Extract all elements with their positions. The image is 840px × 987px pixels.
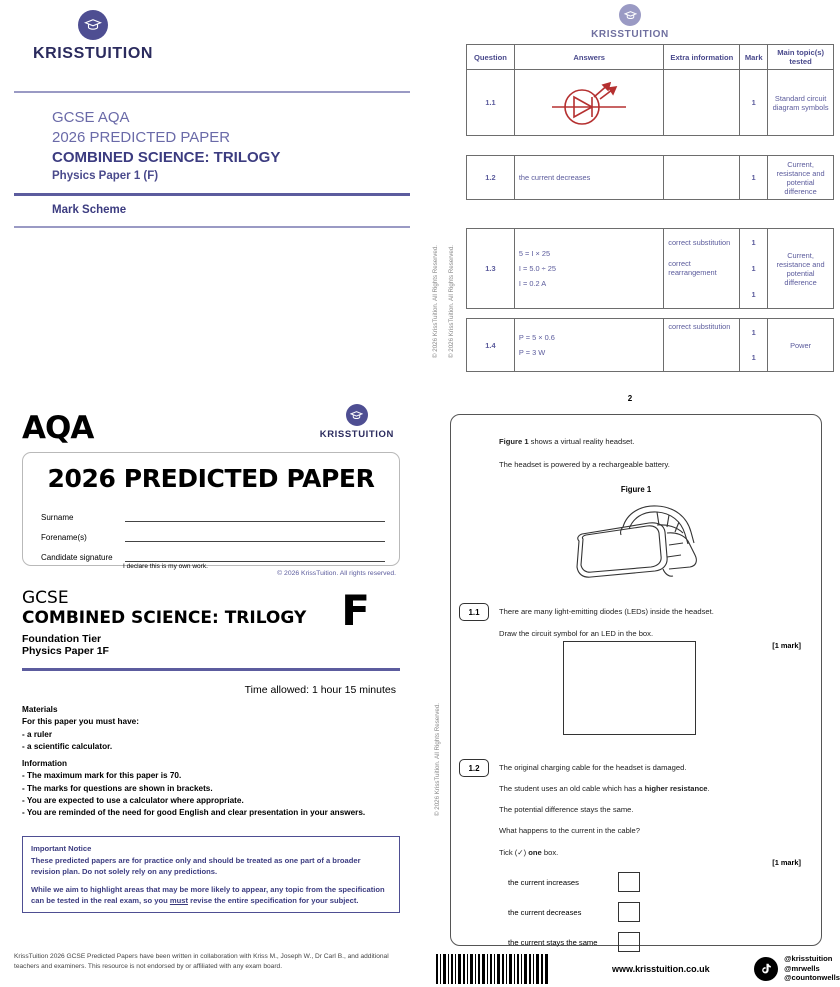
table-row bbox=[467, 156, 834, 200]
q1-2-line2-a: The student uses an old cable which has a bbox=[499, 784, 645, 793]
important-notice-box bbox=[22, 836, 400, 913]
cell-topic: Power bbox=[768, 319, 834, 372]
q1-1-mark-tag: [1 mark] bbox=[772, 641, 801, 650]
qualification-block bbox=[22, 588, 306, 657]
cell-extra bbox=[664, 70, 740, 136]
cell-mark bbox=[740, 229, 768, 309]
cell-mark bbox=[740, 319, 768, 372]
mark-line: 1 bbox=[751, 264, 756, 273]
q1-2-line-3: The potential difference stays the same. bbox=[499, 805, 634, 814]
tick-checkbox-current-stays-same[interactable] bbox=[618, 932, 640, 952]
tick-a: Tick (✓) bbox=[499, 848, 529, 857]
answer-line: P = 3 W bbox=[518, 348, 546, 357]
brand-wordmark: KRISSTUITION bbox=[591, 29, 669, 40]
cell-extra: correct substitution bbox=[664, 319, 740, 372]
tick-option-label: the current stays the same bbox=[508, 937, 598, 947]
ms-line-2: 2026 PREDICTED PAPER bbox=[52, 128, 231, 146]
information-heading: Information bbox=[22, 759, 68, 768]
materials-line: For this paper you must have: bbox=[22, 717, 139, 727]
information-line: - You are expected to use a calculator where appropriate. bbox=[22, 795, 244, 805]
notice-must-emphasis: must bbox=[169, 896, 189, 905]
mark-line: 1 bbox=[751, 328, 756, 337]
ms-line-4: Physics Paper 1 (F) bbox=[52, 170, 159, 183]
notice-paragraph-2 bbox=[31, 884, 391, 906]
declaration-text: I declare this is my own work. bbox=[123, 563, 208, 570]
copyright-rotated-inner: © 2026 KrissTuition. All Rights Reserved. bbox=[448, 244, 455, 358]
information-section bbox=[22, 758, 365, 819]
social-block bbox=[754, 954, 840, 983]
q1-2-line2-b: . bbox=[707, 784, 710, 793]
tick-checkbox-current-increases[interactable] bbox=[618, 872, 640, 892]
copyright-rotated-left: © 2026 KrissTuition. All Rights Reserved. bbox=[434, 702, 441, 816]
brand-wordmark: KRISSTUITION bbox=[32, 45, 154, 62]
handle-countonwells: @countonwells bbox=[784, 973, 840, 983]
forenames-label: Forename(s) bbox=[41, 533, 87, 542]
paper-label: Physics Paper 1F bbox=[22, 645, 109, 657]
aqa-front-cover-page bbox=[0, 396, 420, 987]
mark-scheme-table-page bbox=[420, 0, 840, 385]
question-card bbox=[450, 414, 822, 946]
notice-p2-a: While we aim to highlight areas that may be more likely to appear, any topic from the specification can be tested in the real exam, so you bbox=[31, 885, 385, 905]
materials-line: - a scientific calculator. bbox=[22, 741, 113, 751]
mark-scheme-table-block-1 bbox=[466, 44, 834, 136]
intro-line-1 bbox=[499, 437, 635, 446]
cover-copyright: © 2026 KrissTuition. All rights reserved. bbox=[277, 570, 396, 577]
cell-mark: 1 bbox=[740, 156, 768, 200]
question-number-1-2: 1.2 bbox=[459, 759, 489, 777]
surname-label: Surname bbox=[41, 513, 74, 522]
tick-option-row-2[interactable] bbox=[508, 902, 640, 922]
cell-mark: 1 bbox=[740, 70, 768, 136]
cell-question: 1.1 bbox=[467, 70, 515, 136]
answer-line: I = 0.2 A bbox=[518, 279, 547, 288]
mark-scheme-cover-page bbox=[0, 0, 420, 385]
information-line: - The marks for questions are shown in brackets. bbox=[22, 783, 213, 793]
brand-logo-block bbox=[320, 404, 394, 440]
q1-2-line-1: The original charging cable for the headset is damaged. bbox=[499, 763, 687, 772]
notice-paragraph-1: These predicted papers are for practice only and should be treated as one part of a broader revision plan. Do not solely rely on any predictions. bbox=[31, 856, 361, 876]
time-allowed-text: Time allowed: 1 hour 15 minutes bbox=[244, 684, 396, 696]
cell-answer bbox=[514, 229, 663, 309]
brand-logo-block bbox=[18, 0, 168, 63]
social-handles bbox=[784, 954, 840, 983]
answer-line: 5 = I × 25 bbox=[518, 249, 551, 258]
intro-line-2: The headset is powered by a rechargeable battery. bbox=[499, 460, 670, 469]
cell-question: 1.4 bbox=[467, 319, 515, 372]
mark-line: 1 bbox=[751, 290, 756, 299]
col-header-answers: Answers bbox=[514, 45, 664, 70]
predicted-paper-title: 2026 PREDICTED PAPER bbox=[47, 464, 375, 493]
qualification-label: GCSE bbox=[22, 588, 69, 608]
tick-option-label: the current decreases bbox=[508, 907, 582, 917]
col-header-question: Question bbox=[467, 45, 515, 70]
information-line: - The maximum mark for this paper is 70. bbox=[22, 771, 182, 781]
signature-field-row[interactable] bbox=[41, 551, 385, 562]
mark-scheme-subtitle: Mark Scheme bbox=[52, 204, 127, 216]
cell-answer: the current decreases bbox=[514, 156, 664, 200]
surname-input[interactable] bbox=[125, 511, 385, 522]
candidate-details-box bbox=[22, 452, 400, 570]
subject-label: COMBINED SCIENCE: TRILOGY bbox=[22, 608, 307, 628]
cell-question: 1.2 bbox=[467, 156, 515, 200]
extra-line: correct substitution bbox=[668, 238, 731, 247]
forenames-input[interactable] bbox=[125, 531, 385, 542]
cell-extra bbox=[664, 156, 740, 200]
handle-krisstuition: @krisstuition bbox=[784, 953, 833, 963]
ms-line-1: GCSE AQA bbox=[52, 109, 130, 126]
website-url[interactable]: www.krisstuition.co.uk bbox=[612, 963, 710, 974]
col-header-mark: Mark bbox=[740, 45, 768, 70]
surname-field-row[interactable] bbox=[41, 511, 385, 522]
divider-bottom bbox=[14, 226, 410, 228]
tier-label: Foundation Tier bbox=[22, 633, 102, 645]
notice-heading: Important Notice bbox=[31, 844, 92, 853]
notice-p2-b: revise the entire specification for your subject. bbox=[188, 896, 359, 905]
mark-line: 1 bbox=[751, 238, 756, 247]
handle-mrwells: @mrwells bbox=[784, 963, 820, 973]
cell-question: 1.3 bbox=[467, 229, 515, 309]
mark-line: 1 bbox=[751, 353, 756, 362]
brand-logo-block-small bbox=[420, 0, 840, 40]
mark-scheme-table-block-2 bbox=[466, 155, 834, 200]
tick-b: box. bbox=[541, 848, 559, 857]
mark-scheme-table-block-3 bbox=[466, 228, 834, 309]
col-header-topic: Main topic(s) tested bbox=[768, 45, 834, 70]
extra-line: correct rearrangement bbox=[668, 259, 717, 277]
signature-label: Candidate signature bbox=[41, 553, 113, 562]
col-header-extra: Extra information bbox=[664, 45, 740, 70]
intro-rest: shows a virtual reality headset. bbox=[528, 437, 635, 446]
cell-extra bbox=[664, 229, 740, 309]
tiktok-icon[interactable] bbox=[754, 957, 778, 981]
aqa-logo: AQA bbox=[22, 410, 94, 446]
table-row bbox=[467, 319, 834, 372]
brand-wordmark: KRISSTUITION bbox=[319, 429, 394, 440]
tick-option-label: the current increases bbox=[508, 877, 579, 887]
vr-headset-illustration-icon bbox=[563, 499, 713, 585]
figure-ref-bold: Figure 1 bbox=[499, 437, 529, 446]
materials-line: - a ruler bbox=[22, 729, 53, 739]
table-row bbox=[467, 229, 834, 309]
cover-divider bbox=[22, 668, 400, 671]
tick-bold: one bbox=[528, 848, 542, 857]
question-page bbox=[420, 396, 840, 987]
ms-line-3: COMBINED SCIENCE: TRILOGY bbox=[52, 148, 281, 166]
mark-scheme-table-block-4 bbox=[466, 318, 834, 372]
q1-2-line2-bold: higher resistance bbox=[644, 784, 708, 793]
cell-topic: Standard circuit diagram symbols bbox=[768, 70, 834, 136]
tick-option-row-3[interactable] bbox=[508, 932, 640, 952]
tick-checkbox-current-decreases[interactable] bbox=[618, 902, 640, 922]
materials-heading: Materials bbox=[22, 705, 58, 714]
information-line: - You are reminded of the need for good English and clear presentation in your answers. bbox=[22, 808, 366, 818]
answer-line: I = 5.0 ÷ 25 bbox=[518, 264, 556, 273]
divider-middle bbox=[14, 193, 410, 196]
tick-option-row-1[interactable] bbox=[508, 872, 640, 892]
cell-answer-diagram bbox=[514, 70, 664, 136]
cell-topic: Current, resistance and potential difference bbox=[768, 156, 834, 200]
page-number: 2 bbox=[627, 394, 633, 403]
q1-1-line-2: Draw the circuit symbol for an LED in the box. bbox=[499, 629, 654, 638]
tier-letter-badge: F bbox=[341, 586, 370, 635]
divider-top bbox=[14, 91, 410, 93]
q1-2-line-4: What happens to the current in the cable? bbox=[499, 826, 640, 835]
q1-2-tick-instruction bbox=[499, 848, 558, 857]
figure-caption: Figure 1 bbox=[620, 485, 652, 494]
mark-scheme-title-block bbox=[52, 108, 280, 185]
forenames-field-row[interactable] bbox=[41, 531, 385, 542]
q1-2-mark-tag: [1 mark] bbox=[772, 858, 801, 867]
graduation-cap-icon bbox=[346, 404, 368, 426]
page-footer bbox=[436, 950, 840, 987]
table-row bbox=[467, 70, 834, 136]
cell-answer bbox=[514, 319, 663, 372]
graduation-cap-icon bbox=[619, 4, 641, 26]
barcode-icon bbox=[436, 954, 548, 984]
materials-section bbox=[22, 704, 139, 753]
q1-1-line-1: There are many light-emitting diodes (LEDs) inside the headset. bbox=[499, 607, 714, 616]
led-answer-draw-box[interactable] bbox=[563, 641, 696, 735]
answer-line: P = 5 × 0.6 bbox=[518, 333, 555, 342]
question-number-1-1: 1.1 bbox=[459, 603, 489, 621]
q1-2-line-2 bbox=[499, 784, 710, 793]
cover-footer-disclaimer: KrissTuition 2026 GCSE Predicted Papers have been written in collaboration with Kriss M., Joseph W., Dr Carl B., and additional teachers and examiners. This resource is not endorsed by or affiliated with any exam board. bbox=[14, 953, 389, 970]
graduation-cap-icon bbox=[78, 10, 108, 40]
copyright-rotated-left: © 2026 KrissTuition. All Rights Reserved. bbox=[432, 244, 439, 358]
table-header-row bbox=[467, 45, 834, 70]
signature-input[interactable] bbox=[125, 551, 385, 562]
led-circuit-symbol-icon bbox=[546, 75, 632, 131]
cell-topic: Current, resistance and potential difference bbox=[768, 229, 834, 309]
